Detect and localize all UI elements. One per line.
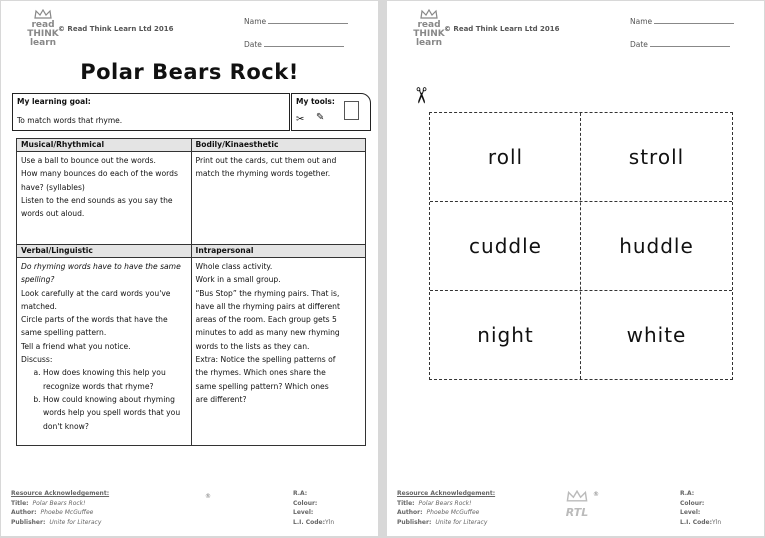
- date-field: [630, 38, 754, 49]
- word-cards: [429, 112, 733, 380]
- intrapersonal-line: “Bus Stop” the rhyming pairs. That is,: [195, 288, 340, 298]
- intrapersonal-line: Work in a small group.: [195, 275, 281, 285]
- name-field: [244, 15, 368, 26]
- word-card-night: night: [477, 323, 534, 348]
- read-think-learn-logo: [413, 9, 445, 49]
- logo-word-learn: learn: [415, 38, 443, 48]
- intrapersonal-line: Extra: Notice the spelling patterns of: [195, 355, 336, 365]
- logo-word-learn: learn: [29, 38, 57, 48]
- page-title: Polar Bears Rock!: [80, 60, 299, 84]
- intrapersonal-heading: Intrapersonal: [191, 245, 366, 258]
- scissors-icon: ✂: [296, 114, 305, 125]
- intrapersonal-line: areas of the room. Each group gets 5: [195, 315, 337, 325]
- footer-title-label: Title:: [11, 499, 29, 507]
- verbal-line: Look carefully at the card words you've: [21, 288, 171, 298]
- learning-goal-text: To match words that rhyme.: [17, 116, 123, 125]
- level-label: Level:: [680, 509, 701, 517]
- musical-cell: [17, 152, 192, 245]
- verbal-line: Circle parts of the words that have the: [21, 315, 168, 325]
- learning-goal-box: [12, 93, 290, 131]
- intrapersonal-line: same spelling pattern? Which ones: [195, 381, 329, 391]
- footer-title-value: Polar Bears Rock!: [32, 499, 86, 507]
- footer-author-value: Phoebe McGuffee: [426, 509, 480, 517]
- resource-acknowledgement: [397, 489, 495, 527]
- bodily-heading: Bodily/Kinaesthetic: [191, 139, 366, 152]
- word-card-roll: roll: [487, 145, 524, 170]
- footer-title-label: Title:: [397, 499, 415, 507]
- verbal-line: Tell a friend what you notice.: [21, 341, 131, 351]
- li-code-value: Yln: [325, 518, 335, 526]
- bodily-line: Print out the cards, cut them out and: [195, 156, 337, 165]
- colour-label: Colour:: [680, 499, 705, 507]
- copyright-text: © Read Think Learn Ltd 2016: [444, 25, 560, 33]
- footer-publisher-label: Publisher:: [11, 518, 46, 526]
- resource-acknowledgement: [11, 489, 109, 527]
- date-field: [244, 38, 368, 49]
- colour-label: Colour:: [293, 499, 318, 507]
- name-label: Name: [630, 17, 653, 26]
- footer-publisher-label: Publisher:: [397, 518, 432, 526]
- footer-publisher-value: Unite for Literacy: [49, 518, 102, 526]
- name-label: Name: [244, 17, 267, 26]
- footer-publisher-value: Unite for Literacy: [435, 518, 488, 526]
- word-card-stroll: stroll: [628, 145, 685, 170]
- intrapersonal-cell: [191, 258, 366, 446]
- cards-page: [387, 1, 764, 536]
- intrapersonal-line: are different?: [195, 394, 247, 404]
- musical-line: Listen to the end sounds as you say the: [21, 195, 173, 205]
- intrapersonal-line: Whole class activity.: [195, 262, 273, 271]
- level-label: Level:: [293, 509, 314, 517]
- registered-mark: ®: [593, 491, 599, 498]
- intelligences-table: [16, 138, 366, 446]
- rtl-text: RTL: [565, 506, 589, 519]
- crown-icon: [566, 490, 588, 502]
- verbal-heading: Verbal/Linguistic: [17, 245, 192, 258]
- musical-heading: Musical/Rhythmical: [17, 139, 192, 152]
- list-item: a. How does knowing this help you recognize words that rhyme?: [43, 366, 187, 393]
- footer-heading: Resource Acknowledgement:: [11, 490, 110, 497]
- ra-label: R.A:: [293, 490, 308, 497]
- tools-box: [291, 93, 371, 131]
- word-card-huddle: huddle: [619, 234, 694, 259]
- learning-goal-label: My learning goal:: [17, 97, 91, 106]
- paper-icon: [344, 101, 359, 120]
- verbal-line: matched.: [21, 301, 57, 311]
- registered-mark: ®: [205, 493, 211, 500]
- worksheet-page: [1, 1, 378, 536]
- li-code-value: Yln: [712, 518, 722, 526]
- footer-title-value: Polar Bears Rock!: [418, 499, 472, 507]
- footer-author-label: Author:: [11, 509, 37, 517]
- name-field: [630, 15, 754, 26]
- footer-heading: Resource Acknowledgement:: [397, 490, 496, 497]
- rtl-logo: [559, 487, 595, 523]
- musical-line: words out aloud.: [21, 209, 85, 219]
- musical-line: Use a ball to bounce out the words.: [21, 156, 156, 165]
- copyright-text: © Read Think Learn Ltd 2016: [58, 25, 174, 33]
- logo-word-read: read: [31, 20, 55, 30]
- verbal-line: Discuss:: [21, 355, 53, 365]
- word-card-white: white: [626, 323, 687, 348]
- li-code-label: L.I. Code:: [293, 518, 325, 526]
- crown-icon: [420, 9, 438, 19]
- level-info: [293, 489, 334, 527]
- level-info: [680, 489, 721, 527]
- verbal-cell: [17, 258, 192, 446]
- intrapersonal-line: have all the rhyming pairs at different: [195, 301, 340, 311]
- musical-line: have? (syllables): [21, 182, 85, 192]
- logo-word-think: THINK: [27, 29, 59, 39]
- intrapersonal-line: minutes to add as many new rhyming: [195, 328, 340, 338]
- bodily-cell: [191, 152, 366, 245]
- logo-word-think: THINK: [413, 29, 445, 39]
- bodily-line: match the rhyming words together.: [195, 169, 331, 179]
- intrapersonal-line: words to the lists as they can.: [195, 341, 310, 351]
- verbal-line: same spelling pattern.: [21, 328, 107, 338]
- footer-author-value: Phoebe McGuffee: [40, 509, 94, 517]
- li-code-label: L.I. Code:: [680, 518, 712, 526]
- scissors-icon: ✂: [407, 86, 433, 105]
- word-card-cuddle: cuddle: [469, 234, 542, 259]
- verbal-question: Do rhyming words have to have the same spelling?: [21, 262, 181, 285]
- crown-icon: [34, 9, 52, 19]
- intrapersonal-line: the rhymes. Which ones share the: [195, 368, 326, 378]
- musical-line: How many bounces do each of the words: [21, 169, 178, 179]
- tools-label: My tools:: [296, 97, 335, 106]
- discussion-list: [21, 366, 187, 432]
- read-think-learn-logo: [27, 9, 59, 49]
- list-item: b. How could knowing about rhyming words help you spell words that you don't know?: [43, 393, 187, 433]
- logo-word-read: read: [417, 20, 441, 30]
- date-label: Date: [244, 40, 262, 49]
- ra-label: R.A:: [680, 490, 695, 497]
- date-label: Date: [630, 40, 648, 49]
- pencil-icon: ✎: [316, 112, 325, 123]
- footer-author-label: Author:: [397, 509, 423, 517]
